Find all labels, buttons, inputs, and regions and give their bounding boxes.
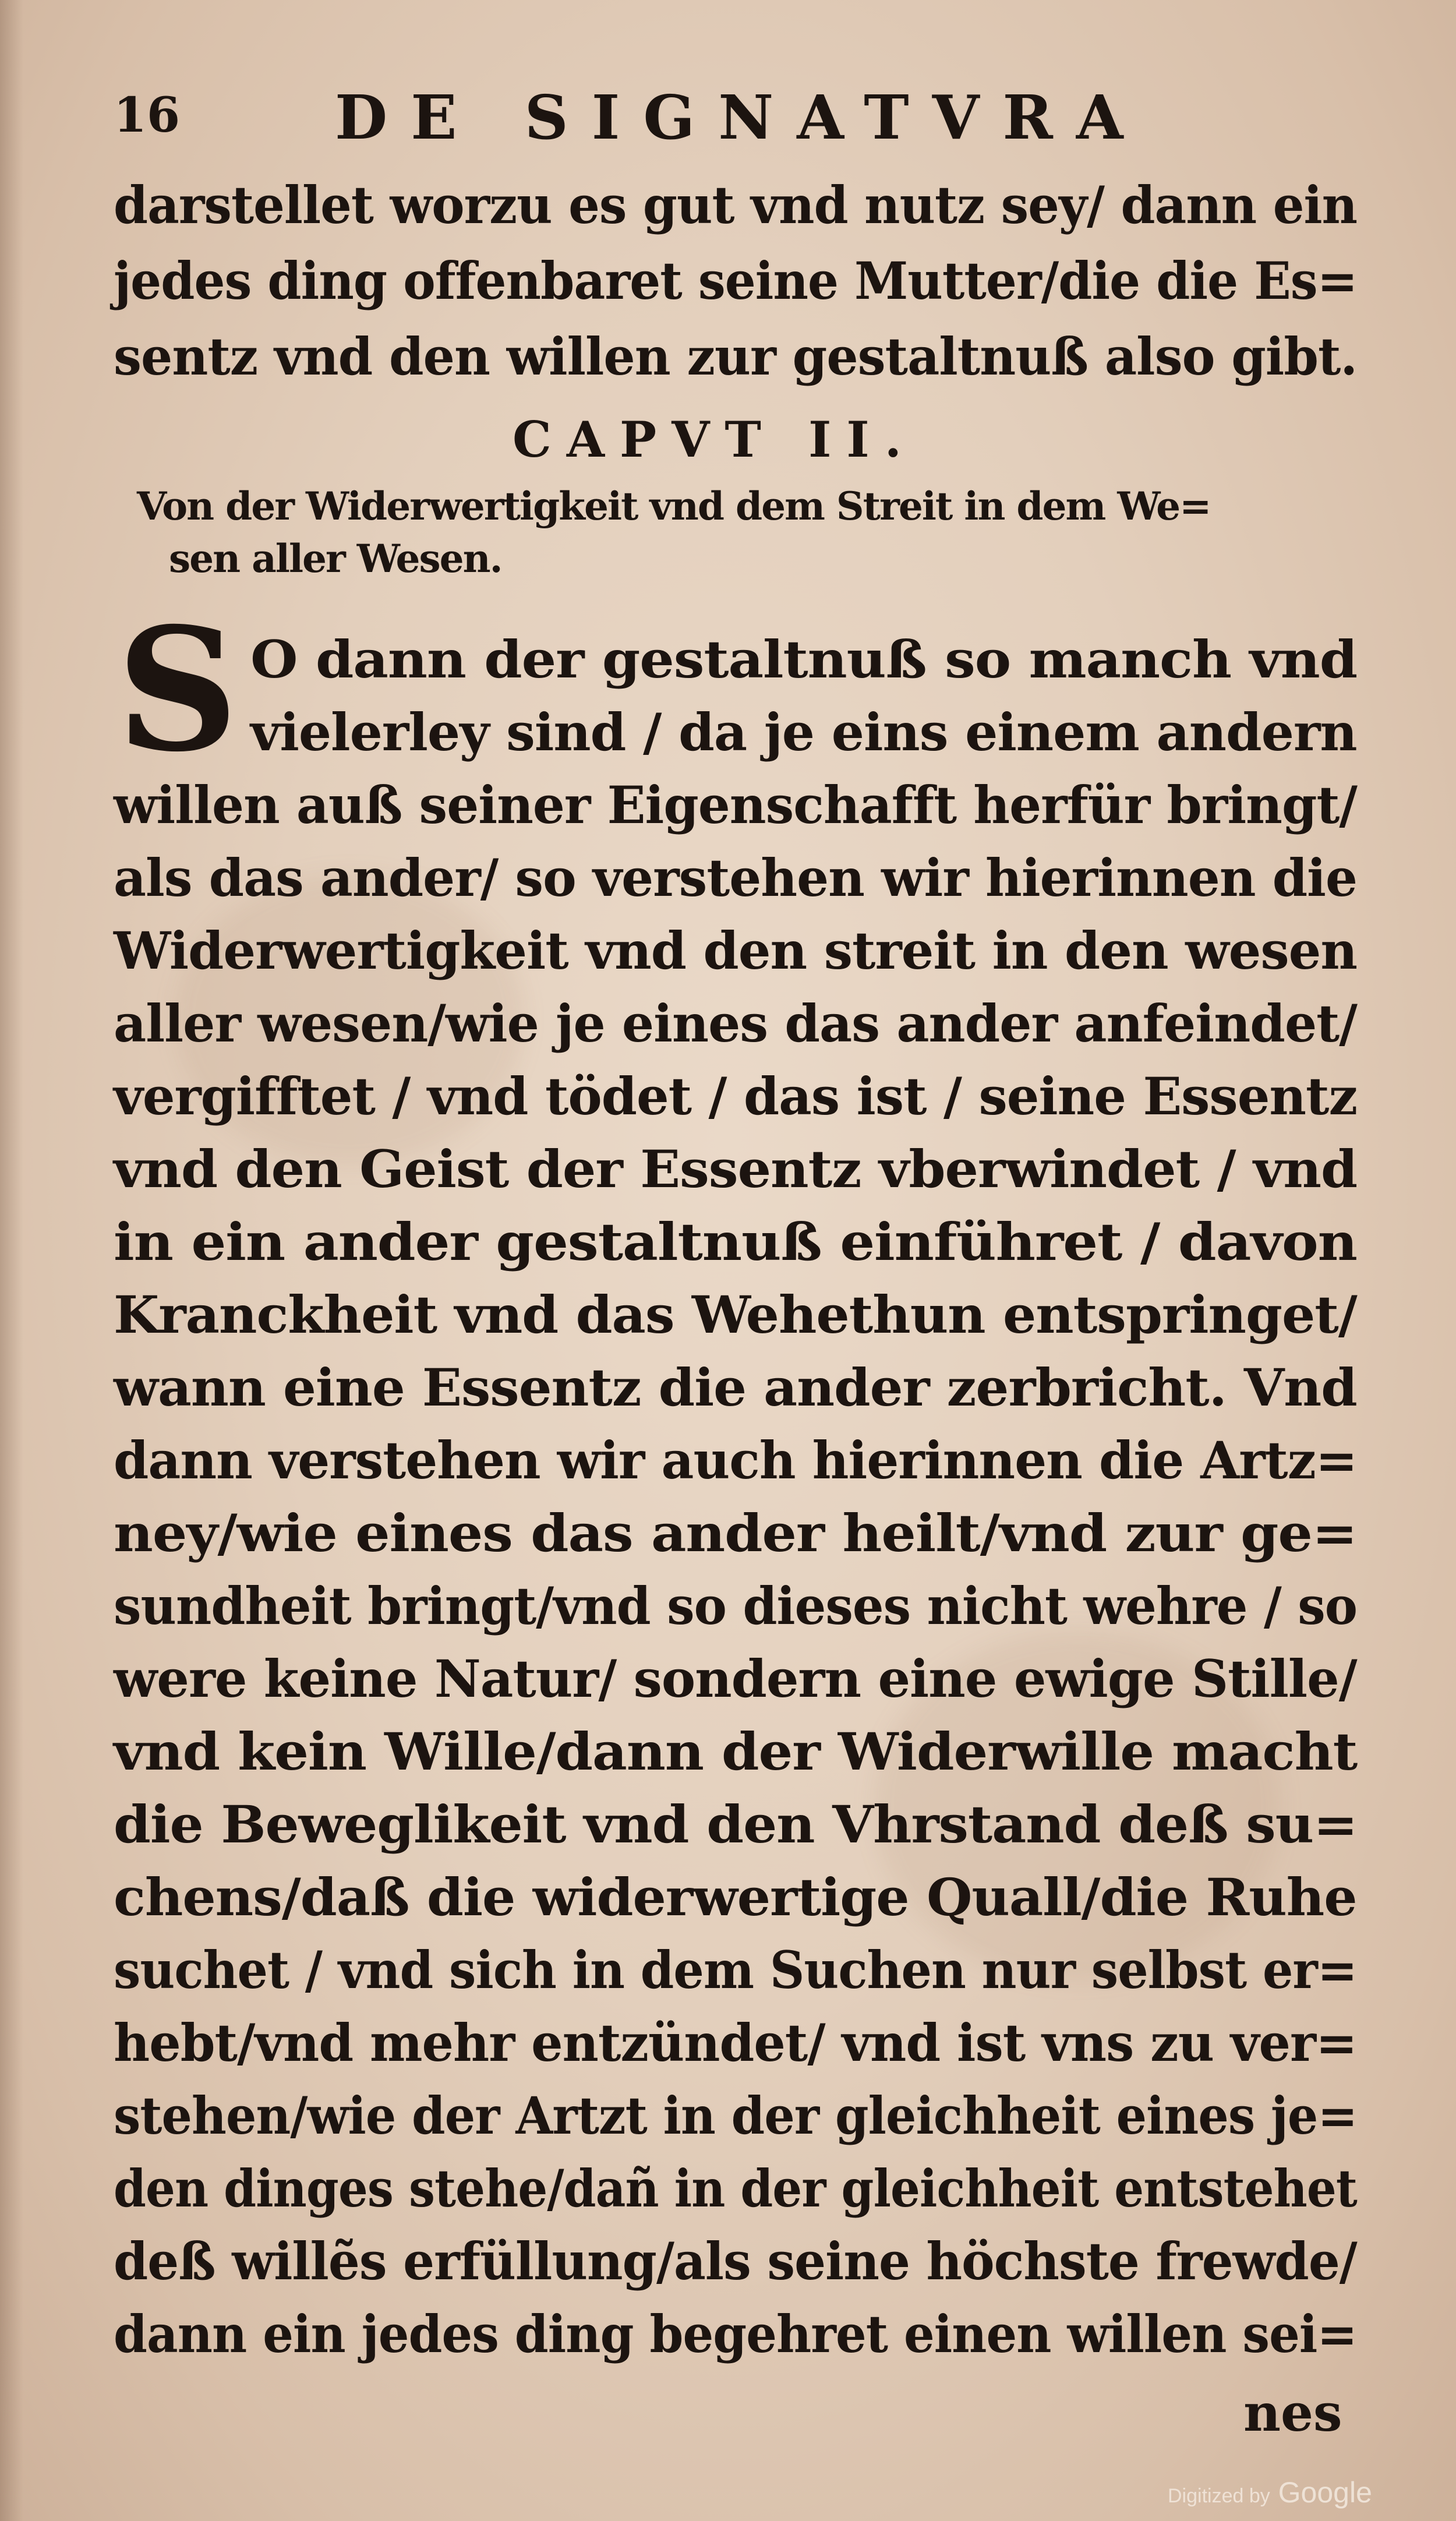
text-line: were keine Natur/ sondern eine ewige Stille/	[114, 1648, 1357, 1709]
text-line: ney/wie eines das ander heilt/vnd zur ge=	[114, 1503, 1357, 1563]
page-number: 16	[114, 87, 181, 143]
text-line: Widerwertigkeit vnd den streit in den wesen	[114, 920, 1358, 981]
text-line: dann ein jedes ding begehret einen willen sei=	[114, 2304, 1357, 2364]
watermark-prefix: Digitized by	[1168, 2485, 1270, 2507]
running-title: DE SIGNATVRA	[335, 82, 1147, 153]
text-line: vnd kein Wille/dann der Widerwille macht	[114, 1721, 1358, 1782]
text-line: chens/daß die widerwertige Quall/die Ruhe	[114, 1867, 1357, 1927]
catchword: nes	[1243, 2382, 1342, 2443]
text-line: vielerley sind / da je eins einem andern	[250, 702, 1357, 762]
text-line: den dinges stehe/dañ in der gleichheit entstehet	[114, 2158, 1357, 2219]
digitized-watermark	[1168, 2476, 1372, 2509]
text-line: vnd den Geist der Essentz vberwindet / vnd	[114, 1139, 1358, 1199]
text-line: sundheit bringt/vnd so dieses nicht wehre / so	[114, 1576, 1358, 1636]
text-line: jedes ding offenbaret seine Mutter/die die Es=	[114, 250, 1358, 311]
page-spine-shadow	[0, 0, 23, 2521]
text-line: hebt/vnd mehr entzündet/ vnd ist vns zu ver=	[114, 2012, 1357, 2073]
chapter-subtitle-line: sen aller Wesen.	[169, 536, 502, 581]
text-line: O dann der gestaltnuß so manch vnd	[250, 629, 1358, 690]
text-line: willen auß seiner Eigenschafft herfür bringt/	[114, 775, 1357, 835]
text-line: sentz vnd den willen zur gestaltnuß also gibt.	[114, 326, 1358, 387]
text-line: die Beweglikeit vnd den Vhrstand deß su=	[114, 1794, 1358, 1855]
text-line: dann verstehen wir auch hierinnen die Artz=	[114, 1430, 1358, 1491]
chapter-heading: CAPVT II.	[513, 411, 917, 468]
text-line: Kranckheit vnd das Wehethun entspringet/	[114, 1284, 1357, 1345]
text-line: suchet / vnd sich in dem Suchen nur selbst er=	[114, 1940, 1357, 2000]
text-line: darstellet worzu es gut vnd nutz sey/ dann ein	[114, 175, 1358, 235]
text-line: in ein ander gestaltnuß einführet / davon	[114, 1212, 1357, 1272]
text-line: stehen/wie der Artzt in der gleichheit eines je=	[114, 2085, 1358, 2146]
watermark-brand: Google	[1278, 2476, 1372, 2509]
chapter-subtitle-line: Von der Widerwertigkeit vnd dem Streit in dem We=	[137, 483, 1211, 529]
text-line: vergifftet / vnd tödet / das ist / seine Essentz	[114, 1066, 1358, 1127]
text-line: wann eine Essentz die ander zerbricht. Vnd	[114, 1357, 1357, 1418]
text-line: als das ander/ so verstehen wir hierinnen die	[114, 848, 1358, 908]
text-line: deß willẽs erfüllung/als seine höchste frewde/	[114, 2231, 1357, 2292]
text-line: aller wesen/wie je eines das ander anfeindet/	[114, 993, 1357, 1054]
drop-cap-initial: S	[116, 591, 239, 789]
